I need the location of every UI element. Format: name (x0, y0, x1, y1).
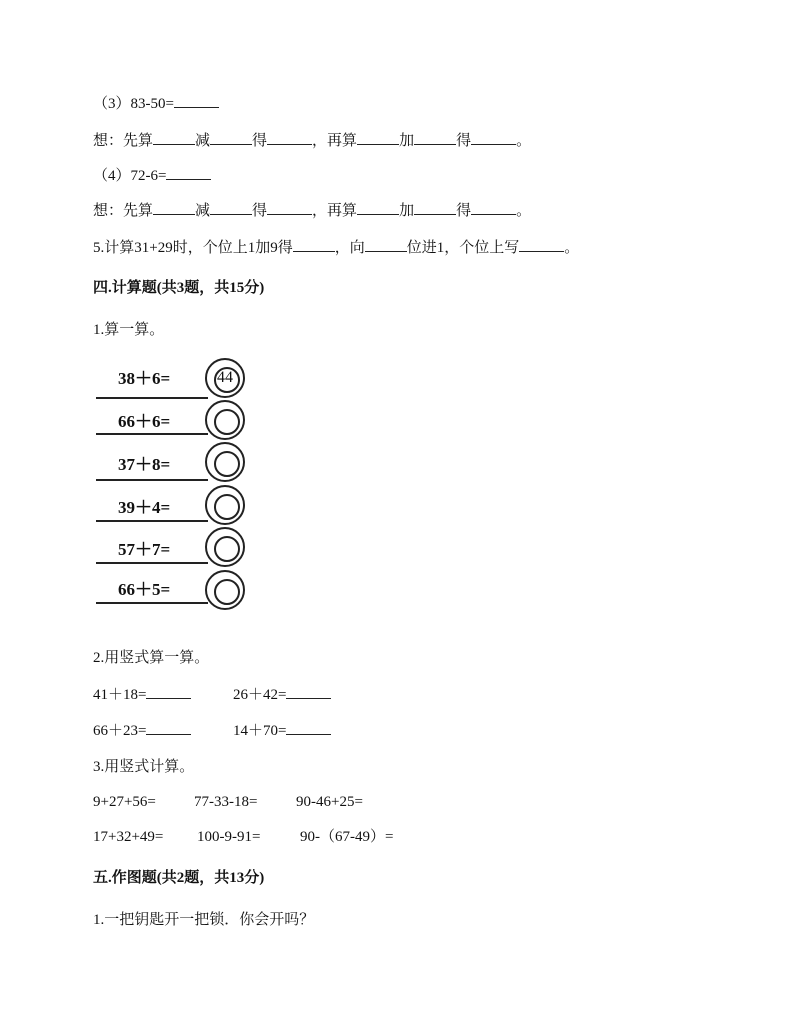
calc-rule (96, 520, 208, 522)
question-5-text: 。 (564, 240, 580, 256)
answer-blank[interactable] (471, 130, 516, 145)
question-5-text: 位进1，个位上写 (406, 240, 520, 256)
vertical-calc-item (93, 684, 191, 705)
question-5-text: 5.计算31+29时，个位上1加9得 (93, 240, 293, 256)
vertical-calc-item (93, 720, 191, 741)
ring-answer (207, 444, 243, 480)
calc-expr: 39＋4= (118, 498, 171, 517)
ring-answer (207, 487, 243, 523)
drawing-q1-text: 1.一把钥匙开一把锁．你会开吗？ (93, 912, 315, 928)
calc-q2-title: 2.用竖式算一算。 (93, 650, 210, 666)
answer-blank[interactable] (153, 130, 195, 145)
calc-row (93, 526, 253, 570)
vertical-calc-item (233, 720, 331, 741)
ring-answer (207, 529, 243, 565)
think-prefix: 想：先算 (93, 133, 154, 149)
answer-ring[interactable] (205, 485, 245, 525)
answer-blank[interactable] (357, 200, 399, 215)
calc-item: 90-46+25= (296, 794, 363, 810)
think-word: 得 (252, 203, 268, 219)
vertical-calc-item (233, 684, 331, 705)
calc-item: 17+32+49= (93, 829, 164, 845)
vertical-calc-expr: 26＋42= (233, 687, 287, 703)
think-prefix: 想：先算 (93, 203, 154, 219)
calc-rule (96, 433, 208, 435)
section-4-heading: 四.计算题(共3题，共15分) (93, 280, 265, 296)
answer-blank[interactable] (174, 93, 219, 108)
calc-expr: 57＋7= (118, 540, 171, 559)
think-word: 加 (399, 133, 415, 149)
answer-blank[interactable] (267, 130, 312, 145)
calc-expr: 38＋6= (118, 369, 171, 388)
answer-ring[interactable] (205, 570, 245, 610)
think-end: 。 (516, 203, 532, 219)
think-word: 减 (195, 203, 211, 219)
answer-blank[interactable] (414, 200, 456, 215)
calc-rule (96, 562, 208, 564)
vertical-calc-expr: 41＋18= (93, 687, 147, 703)
calc-expr: 37＋8= (118, 455, 171, 474)
ring-answer (207, 572, 243, 608)
section-5-heading: 五.作图题(共2题，共13分) (93, 870, 265, 886)
vertical-calc-expr: 14＋70= (233, 723, 287, 739)
answer-blank[interactable] (357, 130, 399, 145)
answer-blank[interactable] (286, 720, 331, 735)
answer-blank[interactable] (365, 237, 407, 252)
question-3-line (93, 93, 219, 114)
calc-item: 90-（67-49）= (300, 829, 394, 845)
think-word: ，再算 (312, 203, 358, 219)
calc-item: 77-33-18= (194, 794, 258, 810)
calc-row (93, 484, 253, 528)
answer-blank[interactable] (267, 200, 312, 215)
answer-ring[interactable] (205, 527, 245, 567)
answer-blank[interactable] (293, 237, 335, 252)
calc-item: 9+27+56= (93, 794, 156, 810)
calc-rule (96, 602, 208, 604)
calc-q1-title: 1.算一算。 (93, 322, 165, 338)
calc-row (93, 399, 253, 443)
answer-ring[interactable] (205, 400, 245, 440)
question-3-expr: （3）83-50= (93, 96, 174, 112)
calc-expr: 66＋6= (118, 412, 171, 431)
answer-blank[interactable] (471, 200, 516, 215)
think-word: 加 (399, 203, 415, 219)
answer-blank[interactable] (146, 720, 191, 735)
think-word: 得 (456, 203, 472, 219)
question-5-line (93, 237, 579, 258)
question-4-line (93, 165, 211, 186)
vertical-calc-expr: 66＋23= (93, 723, 147, 739)
answer-blank[interactable] (166, 165, 211, 180)
calc-rule (96, 479, 208, 481)
think-word: 得 (456, 133, 472, 149)
calc-expr: 66＋5= (118, 580, 171, 599)
calc-row (93, 569, 253, 613)
think-word: 得 (252, 133, 268, 149)
calc-item: 100-9-91= (197, 829, 261, 845)
answer-blank[interactable] (414, 130, 456, 145)
think-word: 减 (195, 133, 211, 149)
answer-blank[interactable] (153, 200, 195, 215)
calc-row (93, 356, 253, 400)
think-word: ，再算 (312, 133, 358, 149)
think-end: 。 (516, 133, 532, 149)
think-line-3 (93, 130, 531, 151)
answer-blank[interactable] (146, 684, 191, 699)
calc-row (93, 441, 253, 485)
question-5-text: ，向 (334, 240, 365, 256)
answer-blank[interactable] (210, 130, 252, 145)
ring-answer (207, 402, 243, 438)
think-line-4 (93, 200, 531, 221)
ring-answer: 44 (217, 369, 233, 386)
answer-blank[interactable] (210, 200, 252, 215)
calc-q3-title: 3.用竖式计算。 (93, 759, 195, 775)
answer-blank[interactable] (519, 237, 564, 252)
answer-ring[interactable] (205, 358, 245, 398)
question-4-expr: （4）72-6= (93, 168, 167, 184)
answer-blank[interactable] (286, 684, 331, 699)
answer-ring[interactable] (205, 442, 245, 482)
